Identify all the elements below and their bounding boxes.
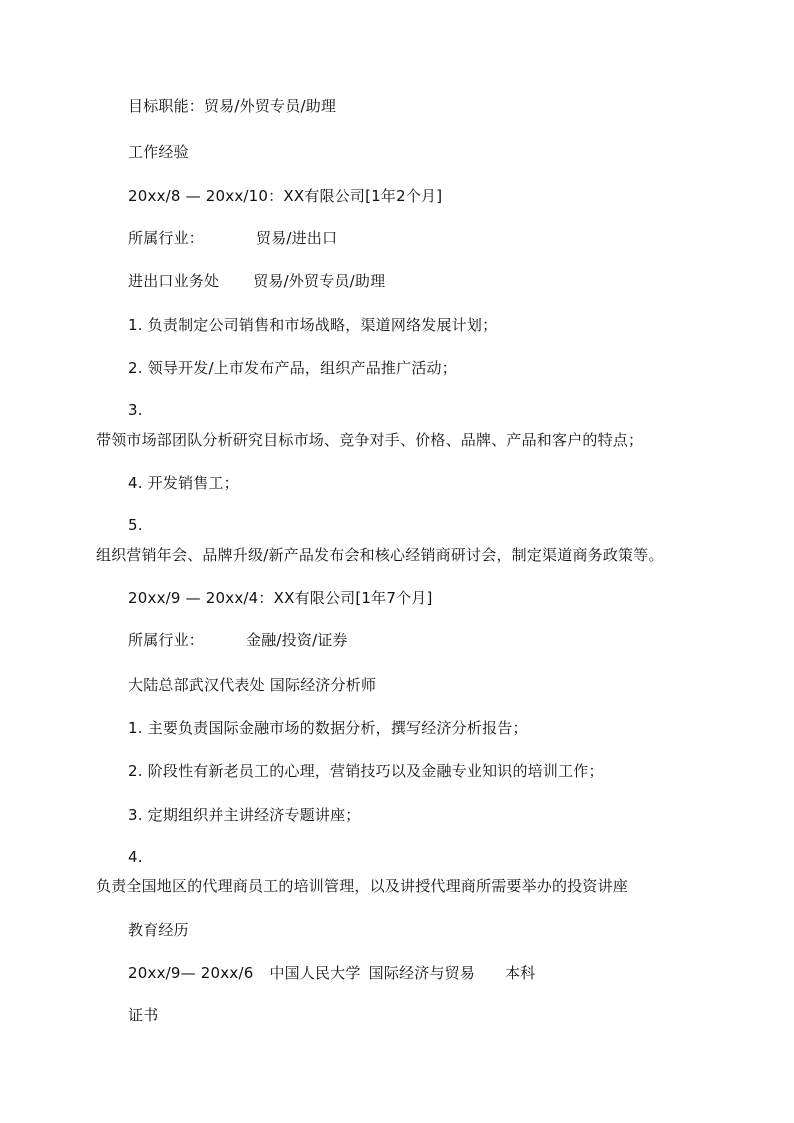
education-period: 20xx/9— 20xx/6	[128, 964, 254, 982]
job1-period: 20xx/8 — 20xx/10：XX有限公司[1年2个月]	[128, 187, 443, 205]
job2-duty-3: 3. 定期组织并主讲经济专题讲座；	[128, 806, 361, 824]
certificate-heading: 证书	[128, 1006, 159, 1024]
work-experience-heading: 工作经验	[128, 143, 189, 161]
job1-department: 进出口业务处	[128, 272, 220, 290]
job1-duty-5-number: 5.	[128, 516, 143, 534]
job2-department-position: 大陆总部武汉代表处 国际经济分析师	[128, 676, 377, 694]
job2-period: 20xx/9 — 20xx/4：XX有限公司[1年7个月]	[128, 589, 433, 607]
education-school: 中国人民大学	[269, 964, 361, 982]
education-degree: 本科	[505, 964, 536, 982]
job1-duty-3-number: 3.	[128, 401, 143, 419]
job1-duty-1: 1. 负责制定公司销售和市场战略，渠道网络发展计划；	[128, 316, 498, 334]
job1-industry-value: 贸易/进出口	[256, 229, 338, 247]
job1-industry-label: 所属行业：	[128, 229, 205, 247]
target-position: 目标职能：贸易/外贸专员/助理	[128, 97, 337, 115]
job1-duty-3-text: 带领市场部团队分析研究目标市场、竞争对手、价格、品牌、产品和客户的特点；	[96, 431, 644, 449]
job2-industry	[128, 630, 348, 650]
job1-duty-2: 2. 领导开发/上市发布产品，组织产品推广活动；	[128, 359, 457, 377]
education-entry	[128, 963, 535, 983]
job1-duty-5-text: 组织营销年会、品牌升级/新产品发布会和核心经销商研讨会，制定渠道商务政策等。	[96, 546, 664, 564]
job1-position: 贸易/外贸专员/助理	[253, 272, 386, 290]
job1-industry	[128, 228, 337, 248]
job1-department-position	[128, 271, 385, 291]
job2-duty-4-text: 负责全国地区的代理商员工的培训管理，以及讲授代理商所需要举办的投资讲座	[96, 877, 629, 895]
job2-industry-value: 金融/投资/证券	[246, 631, 348, 649]
job2-duty-4-number: 4.	[128, 848, 143, 866]
job1-duty-4: 4. 开发销售工；	[128, 474, 239, 492]
education-major: 国际经济与贸易	[368, 964, 476, 982]
education-heading: 教育经历	[128, 921, 189, 939]
job2-industry-label: 所属行业：	[128, 631, 205, 649]
job2-duty-1: 1. 主要负责国际金融市场的数据分析，撰写经济分析报告；	[128, 719, 528, 737]
job2-duty-2: 2. 阶段性有新老员工的心理，营销技巧以及金融专业知识的培训工作；	[128, 762, 604, 780]
